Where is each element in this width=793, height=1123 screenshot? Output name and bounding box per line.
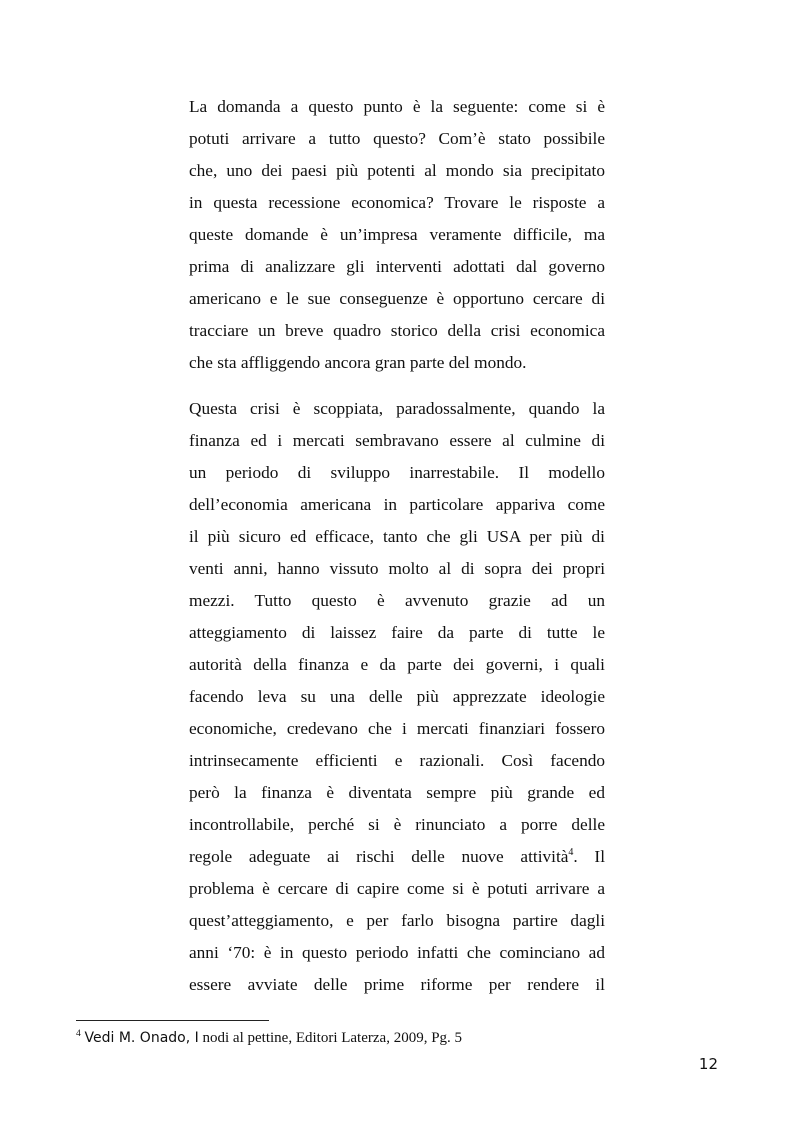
text-line: quest’atteggiamento, e per farlo bisogna partire dagli bbox=[189, 911, 605, 930]
text-line: venti anni, hanno vissuto molto al di sopra dei propri bbox=[189, 559, 605, 578]
text-line: dell’economia americana in particolare appariva come bbox=[189, 495, 605, 514]
text-line: queste domande è un’impresa veramente difficile, ma bbox=[189, 225, 605, 244]
text-line bbox=[189, 841, 605, 873]
text-line: anni ‘70: è in questo periodo infatti che cominciano ad bbox=[189, 943, 605, 962]
text-line: La domanda a questo punto è la seguente: come si è bbox=[189, 97, 605, 116]
text-line: in questa recessione economica? Trovare le risposte a bbox=[189, 193, 605, 212]
text-segment: . Il bbox=[573, 847, 605, 866]
text-line: problema è cercare di capire come si è potuti arrivare a bbox=[189, 879, 605, 898]
text-line: tracciare un breve quadro storico della crisi economica bbox=[189, 321, 605, 340]
paragraph-2 bbox=[189, 393, 605, 1001]
text-line: facendo leva su una delle più apprezzate ideologie bbox=[189, 687, 605, 706]
text-line: che sta affliggendo ancora gran parte del mondo. bbox=[189, 353, 527, 372]
text-line: che, uno dei paesi più potenti al mondo sia precipitato bbox=[189, 161, 605, 180]
footnote-separator bbox=[76, 1020, 269, 1021]
footnote-ref: 4 bbox=[568, 847, 574, 859]
text-segment: regole adeguate ai rischi delle nuove attività bbox=[189, 847, 569, 866]
text-line: mezzi. Tutto questo è avvenuto grazie ad un bbox=[189, 591, 605, 610]
text-line: però la finanza è diventata sempre più grande ed bbox=[189, 783, 605, 802]
page-number: 12 bbox=[698, 1055, 718, 1073]
text-line: incontrollabile, perché si è rinunciato a porre delle bbox=[189, 815, 605, 834]
text-line: autorità della finanza e da parte dei governi, i quali bbox=[189, 655, 605, 674]
footnote-mark: 4 bbox=[76, 1029, 81, 1039]
text-line: intrinsecamente efficienti e razionali. Così facendo bbox=[189, 751, 605, 770]
text-line: economiche, credevano che i mercati finanziari fossero bbox=[189, 719, 605, 738]
footnote-source-rest: nodi al pettine, Editori Laterza, 2009, Pg. 5 bbox=[198, 1030, 463, 1046]
text-line: finanza ed i mercati sembravano essere al culmine di bbox=[189, 431, 605, 450]
text-line: Questa crisi è scoppiata, paradossalmente, quando la bbox=[189, 399, 605, 418]
text-line: un periodo di sviluppo inarrestabile. Il modello bbox=[189, 463, 605, 482]
text-line: atteggiamento di laissez faire da parte di tutte le bbox=[189, 623, 605, 642]
footnote bbox=[76, 1028, 462, 1048]
text-line: prima di analizzare gli interventi adottati dal governo bbox=[189, 257, 605, 276]
footnote-source-prefix: Vedi M. Onado, I bbox=[84, 1030, 199, 1046]
text-line: potuti arrivare a tutto questo? Com’è stato possibile bbox=[189, 129, 605, 148]
text-line: essere avviate delle prime riforme per rendere il bbox=[189, 975, 605, 994]
text-line: il più sicuro ed efficace, tanto che gli USA per più di bbox=[189, 527, 605, 546]
paragraph-1 bbox=[189, 91, 605, 379]
text-line: americano e le sue conseguenze è opportuno cercare di bbox=[189, 289, 605, 308]
